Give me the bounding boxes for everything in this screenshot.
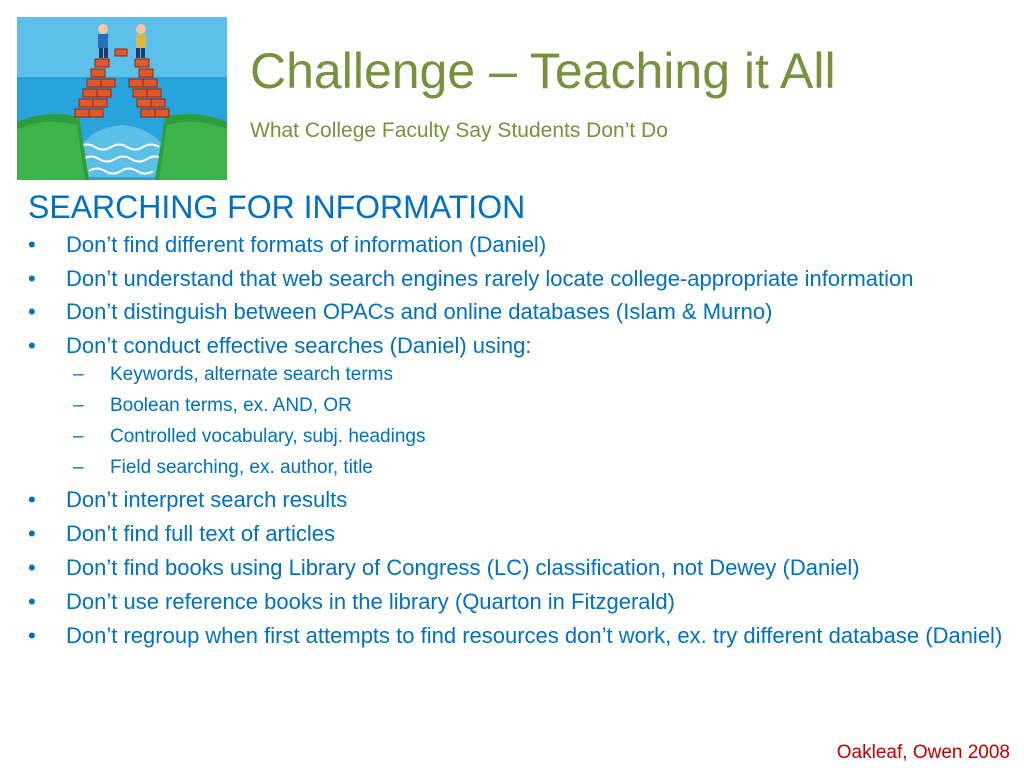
bullet-marker: •: [28, 231, 36, 257]
bullet-text: Don’t use reference books in the library (Quarton in Fitzgerald): [66, 588, 675, 614]
bullet-marker: •: [28, 333, 36, 359]
sub-bullet-item: [66, 426, 1003, 449]
sub-bullet-marker: –: [73, 456, 84, 478]
bullet-item: [28, 555, 1003, 582]
bullet-marker: •: [28, 588, 36, 614]
sub-bullet-list: [66, 364, 1003, 479]
bullet-marker: •: [28, 554, 36, 580]
bullet-text: Don’t distinguish between OPACs and online databases (Islam & Murno): [66, 299, 773, 325]
bullet-text: Don’t find different formats of information (Daniel): [66, 231, 547, 257]
sub-bullet-item: [66, 457, 1003, 480]
bullet-text: Don’t understand that web search engines rarely locate college-appropriate information: [66, 265, 914, 291]
bullet-text: Don’t find full text of articles: [66, 521, 336, 547]
sub-bullet-item: [66, 395, 1003, 418]
bullet-list: [28, 232, 1003, 650]
sub-bullet-text: Keywords, alternate search terms: [110, 364, 394, 386]
bullet-item: [28, 232, 1003, 259]
slide-title: Challenge – Teaching it All: [250, 43, 836, 99]
citation: Oakleaf, Owen 2008: [836, 742, 1010, 763]
sub-bullet-text: Field searching, ex. author, title: [110, 456, 373, 478]
sub-bullet-item: [66, 364, 1003, 387]
section-heading: SEARCHING FOR INFORMATION: [28, 189, 526, 225]
bullet-item: [28, 487, 1003, 514]
bullet-text: Don’t find books using Library of Congress (LC) classification, not Dewey (Daniel): [66, 554, 860, 580]
bullet-marker: •: [28, 265, 36, 291]
bullet-marker: •: [28, 299, 36, 325]
slide-content: [28, 189, 1003, 656]
bridge-builders-icon: [17, 17, 227, 180]
sub-bullet-marker: –: [73, 394, 84, 416]
sub-bullet-marker: –: [73, 425, 84, 447]
bullet-item: [28, 333, 1003, 479]
bullet-text: Don’t regroup when first attempts to find resources don’t work, ex. try different database (Daniel): [66, 622, 1003, 648]
bullet-marker: •: [28, 521, 36, 547]
sub-bullet-text: Controlled vocabulary, subj. headings: [110, 425, 426, 447]
bullet-item: [28, 623, 1003, 650]
bullet-item: [28, 521, 1003, 548]
sub-bullet-text: Boolean terms, ex. AND, OR: [110, 394, 352, 416]
bullet-text: Don’t conduct effective searches (Daniel) using:: [66, 333, 532, 359]
bullet-item: [28, 589, 1003, 616]
sub-bullet-marker: –: [73, 364, 84, 386]
slide-subtitle: What College Faculty Say Students Don’t Do: [250, 119, 668, 142]
bullet-item: [28, 266, 1003, 293]
bullet-item: [28, 299, 1003, 326]
bullet-marker: •: [28, 487, 36, 513]
bullet-text: Don’t interpret search results: [66, 487, 348, 513]
bullet-marker: •: [28, 622, 36, 648]
